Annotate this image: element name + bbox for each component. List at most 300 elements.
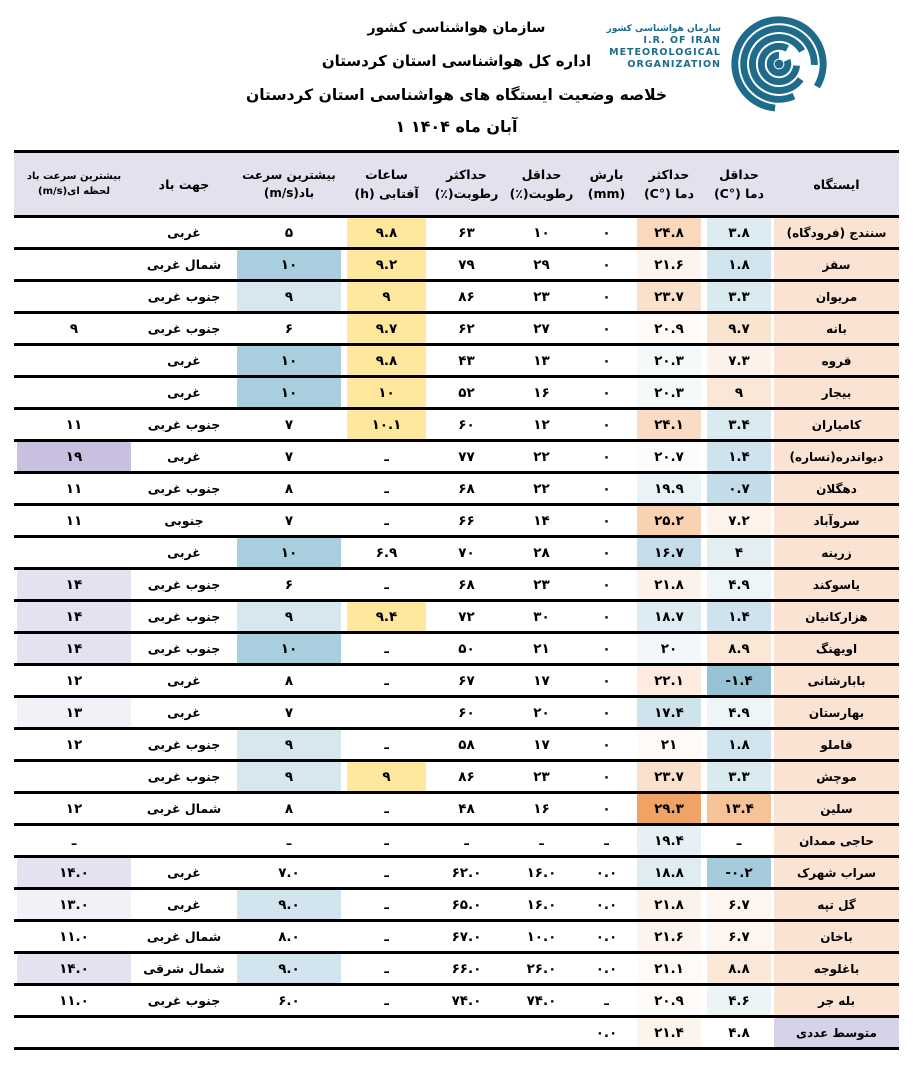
logo-en-line2: METEOROLOGICAL: [609, 47, 721, 59]
cell-tmax: ۲۱.۸: [634, 889, 704, 921]
cell-sun: ـ: [384, 736, 389, 753]
cell-rhmax: [429, 1017, 504, 1049]
cell-rhmax: ۴۸: [458, 800, 475, 817]
cell-dir: جنوبی: [164, 513, 204, 528]
cell-wind: ۸: [284, 800, 294, 817]
cell-wind: [234, 1017, 344, 1049]
cell-rhmin: ۱۶.۰: [526, 864, 557, 881]
cell-rhmax: ۶۷.۰: [451, 928, 482, 945]
cell-wind: ۷: [284, 512, 294, 529]
cell-rhmax: ۶۶: [458, 512, 475, 529]
cell-tmin: ۹.۷: [704, 313, 774, 345]
cell-tmin: ـ: [736, 832, 742, 849]
cell-precip: ۰: [602, 704, 611, 721]
spiral-logo-icon: [725, 10, 833, 118]
cell-rhmin: ۲۰: [533, 704, 550, 721]
cell-rhmax: ۶۲: [458, 320, 475, 337]
cell-rhmax: ۶۳: [458, 224, 475, 241]
cell-station: سروآباد: [774, 505, 899, 537]
logo-en-line1: I.R. OF IRAN: [643, 35, 721, 47]
cell-precip: ـ: [604, 832, 609, 849]
cell-station: بله جر: [774, 985, 899, 1017]
table-row: [14, 473, 899, 505]
cell-rhmin: ۱۷: [533, 672, 550, 689]
cell-gust: ۱۱.۰: [59, 992, 89, 1009]
cell-gust: ۱۴: [14, 633, 134, 665]
cell-gust: [14, 345, 134, 377]
cell-rhmin: ـ: [539, 832, 544, 849]
cell-precip: ـ: [604, 992, 609, 1009]
cell-tmax: ۲۱.۴: [634, 1017, 704, 1049]
cell-tmin: ۰.۷: [704, 473, 774, 505]
cell-tmin: ۴.۹: [704, 569, 774, 601]
cell-wind: ـ: [286, 832, 292, 849]
cell-precip: ۰: [602, 288, 611, 305]
cell-gust: ۱۴: [14, 569, 134, 601]
cell-tmax: ۲۴.۱: [634, 409, 704, 441]
cell-rhmin: ۷۴.۰: [526, 992, 557, 1009]
logo-en-line3: ORGANIZATION: [627, 59, 721, 70]
cell-tmin: ۱.۸: [704, 249, 774, 281]
cell-wind: ۹: [234, 601, 344, 633]
cell-tmax: ۲۱.۱: [634, 953, 704, 985]
cell-tmin: ۳.۳: [704, 281, 774, 313]
cell-sun: ـ: [384, 576, 389, 593]
cell-precip: ۰: [602, 608, 611, 625]
cell-precip: ۰: [602, 320, 611, 337]
cell-tmin: ۴.۹: [704, 697, 774, 729]
cell-dir: غربی: [167, 545, 201, 560]
cell-gust: ۱۹: [14, 441, 134, 473]
cell-dir: شمال غربی: [146, 257, 222, 272]
col-header-tmax: حداکثر دما (°C): [634, 152, 704, 217]
cell-sun: ۶.۹: [375, 544, 398, 561]
cell-wind: ۱۰: [234, 345, 344, 377]
col-header-tmin: حداقل دما (°C): [704, 152, 774, 217]
cell-wind: ۶: [284, 320, 294, 337]
cell-wind: ۶.۰: [278, 992, 300, 1009]
cell-station: یاسوکند: [774, 569, 899, 601]
table-row: [14, 249, 899, 281]
report-date: ۱ آبان ماه ۱۴۰۴: [395, 117, 518, 136]
cell-tmax: ۱۸.۷: [634, 601, 704, 633]
cell-tmin: ۷.۲: [704, 505, 774, 537]
cell-tmin: ۷.۳: [704, 345, 774, 377]
cell-precip: ۰: [602, 384, 611, 401]
cell-station: کامیاران: [774, 409, 899, 441]
cell-tmin: ۶.۷: [704, 921, 774, 953]
cell-dir: غربی: [167, 449, 201, 464]
cell-station: بابارشانی: [774, 665, 899, 697]
cell-wind: ۹.۰: [234, 889, 344, 921]
cell-tmax: ۲۰.۹: [634, 985, 704, 1017]
cell-rhmin: ۲۱: [533, 640, 550, 657]
cell-gust: ۱۴.۰: [14, 953, 134, 985]
col-header-precip: بارش (mm): [579, 152, 634, 217]
cell-rhmin: ۱۳: [533, 352, 550, 369]
cell-sun: ـ: [384, 928, 389, 945]
cell-rhmax: ۸۶: [458, 288, 475, 305]
cell-dir: غربی: [167, 225, 201, 240]
cell-gust: ۱۱: [65, 480, 83, 497]
table-row: [14, 505, 899, 537]
cell-tmax: ۱۶.۷: [634, 537, 704, 569]
cell-station: سلین: [774, 793, 899, 825]
table-row: [14, 761, 899, 793]
cell-station: سقز: [774, 249, 899, 281]
cell-wind: ۹: [234, 729, 344, 761]
cell-wind: ۹: [234, 761, 344, 793]
cell-rhmin: ۲۶.۰: [526, 960, 557, 977]
cell-rhmax: ۷۴.۰: [451, 992, 482, 1009]
cell-tmin: ۸.۸: [704, 953, 774, 985]
cell-station: گل تپه: [774, 889, 899, 921]
cell-precip: ۰.۰: [595, 1024, 618, 1041]
cell-rhmin: ۲۸: [533, 544, 550, 561]
cell-tmax: ۲۵.۲: [634, 505, 704, 537]
cell-rhmin: ۱۰.۰: [526, 928, 557, 945]
cell-tmax: ۲۰.۳: [634, 377, 704, 409]
cell-tmin: ۴: [704, 537, 774, 569]
cell-sun: ۹.۸: [344, 345, 429, 377]
col-header-wind: بیشترین سرعت باد(m/s): [234, 152, 344, 217]
cell-wind: ۵: [284, 224, 294, 241]
cell-dir: جنوب غربی: [147, 641, 221, 656]
cell-dir: [134, 825, 234, 857]
cell-gust: [14, 537, 134, 569]
cell-gust: ۱۱: [65, 512, 83, 529]
cell-dir: شمال شرقی: [143, 961, 225, 976]
cell-tmax: ۲۱.۶: [634, 921, 704, 953]
org-logo-text: [607, 24, 721, 71]
cell-station: زرینه: [774, 537, 899, 569]
cell-tmin: ۳.۸: [704, 217, 774, 249]
cell-gust: ۱۳: [14, 697, 134, 729]
cell-wind: ۷: [284, 704, 294, 721]
cell-dir: جنوب غربی: [147, 577, 221, 592]
cell-rhmax: ۶۰: [458, 416, 475, 433]
cell-rhmax: ۶۸: [458, 576, 475, 593]
org-name: سازمان هواشناسی کشور: [367, 20, 546, 36]
cell-rhmin: ۱۲: [533, 416, 550, 433]
table-row: [14, 377, 899, 409]
cell-precip: ۰.۰: [595, 960, 618, 977]
cell-station: دهگلان: [774, 473, 899, 505]
table-header-row: [14, 152, 899, 217]
cell-gust: ـ: [71, 832, 77, 849]
table-row: [14, 697, 899, 729]
cell-rhmax: ۷۷: [458, 448, 475, 465]
table-row: [14, 281, 899, 313]
cell-dir: جنوب غربی: [147, 993, 221, 1008]
cell-dir: غربی: [167, 897, 201, 912]
cell-gust: [14, 281, 134, 313]
table-row: [14, 921, 899, 953]
cell-station: باخان: [774, 921, 899, 953]
cell-gust: ۱۱: [65, 416, 83, 433]
cell-rhmax: ۶۷: [458, 672, 475, 689]
cell-tmax: ۲۱.۶: [634, 249, 704, 281]
cell-tmax: ۲۰.۳: [634, 345, 704, 377]
cell-sun: ۹.۸: [344, 217, 429, 249]
cell-station: سراب شهرک: [774, 857, 899, 889]
cell-station: موچش: [774, 761, 899, 793]
cell-gust: ۱۴.۰: [14, 857, 134, 889]
cell-gust: ۹: [69, 320, 79, 337]
cell-tmax: ۱۸.۸: [634, 857, 704, 889]
cell-tmin: ۹: [704, 377, 774, 409]
cell-rhmin: ۱۶: [533, 800, 550, 817]
cell-tmin: ۴.۶: [704, 985, 774, 1017]
cell-precip: ۰: [602, 768, 611, 785]
cell-precip: ۰.۰: [595, 864, 618, 881]
cell-sun: ـ: [384, 448, 389, 465]
table-row: [14, 345, 899, 377]
cell-station: بیجار: [774, 377, 899, 409]
table-row: [14, 1017, 899, 1049]
cell-tmin: ۱.۸: [704, 729, 774, 761]
cell-station: اویهنگ: [774, 633, 899, 665]
cell-wind: ۱۰: [234, 377, 344, 409]
cell-tmin: ۴.۸: [728, 1024, 750, 1041]
cell-wind: ۱۰: [234, 537, 344, 569]
cell-dir: جنوب غربی: [147, 321, 221, 336]
cell-station: مریوان: [774, 281, 899, 313]
cell-rhmin: ۲۳: [533, 576, 550, 593]
cell-dir: غربی: [167, 673, 201, 688]
table-row: [14, 793, 899, 825]
cell-tmax: ۲۴.۸: [634, 217, 704, 249]
cell-rhmax: ۵۲: [458, 384, 475, 401]
cell-tmin: ۱۳.۴: [704, 793, 774, 825]
cell-sun: ـ: [384, 896, 389, 913]
cell-dir: غربی: [167, 865, 201, 880]
cell-rhmax: ۶۲.۰: [451, 864, 482, 881]
cell-sun: ۹.۲: [344, 249, 429, 281]
cell-gust: ۱۲: [65, 672, 83, 689]
table-row: [14, 889, 899, 921]
cell-precip: ۰: [602, 352, 611, 369]
logo-fa-name: سازمان هواشناسی کشور: [606, 24, 721, 34]
cell-gust: [14, 761, 134, 793]
cell-tmax: ۲۱: [634, 729, 704, 761]
cell-tmax: ۲۳.۷: [634, 761, 704, 793]
cell-sun: ـ: [384, 992, 389, 1009]
cell-tmax: ۲۱.۸: [634, 569, 704, 601]
cell-sun: ۹.۷: [344, 313, 429, 345]
cell-sun: ـ: [384, 864, 389, 881]
cell-rhmin: ۱۴: [533, 512, 550, 529]
cell-rhmin: ۲۳: [533, 768, 550, 785]
col-header-gust: بیشترین سرعت باد لحظه ای(m/s): [14, 152, 134, 217]
cell-wind: ۸: [284, 480, 294, 497]
cell-rhmin: [504, 1017, 579, 1049]
cell-tmax: ۱۹.۴: [634, 825, 704, 857]
cell-sun: ۱۰.۱: [344, 409, 429, 441]
cell-precip: ۰: [602, 544, 611, 561]
cell-gust: [14, 217, 134, 249]
cell-wind: ۶: [284, 576, 294, 593]
cell-tmax: ۲۳.۷: [634, 281, 704, 313]
cell-tmin: -۰.۲: [704, 857, 774, 889]
cell-precip: ۰: [602, 512, 611, 529]
cell-wind: ۹.۰: [234, 953, 344, 985]
table-row: [14, 601, 899, 633]
cell-precip: ۰: [602, 416, 611, 433]
cell-rhmax: ۶۶.۰: [451, 960, 482, 977]
table-row: [14, 665, 899, 697]
cell-dir: جنوب غربی: [147, 769, 221, 784]
table-row: [14, 633, 899, 665]
col-header-rhmax: حداکثر رطوبت(٪): [429, 152, 504, 217]
cell-station: سنندج (فرودگاه): [774, 217, 899, 249]
cell-station: دیواندره(نساره): [774, 441, 899, 473]
cell-sun: ۹: [344, 281, 429, 313]
cell-precip: ۰: [602, 800, 611, 817]
cell-gust: ۱۴: [14, 601, 134, 633]
cell-station: بانه: [774, 313, 899, 345]
cell-rhmax: ۵۸: [458, 736, 475, 753]
cell-gust: ۱۱.۰: [59, 928, 89, 945]
cell-tmax: ۱۹.۹: [634, 473, 704, 505]
cell-wind: ۸: [284, 672, 294, 689]
cell-rhmin: ۲۳: [533, 288, 550, 305]
cell-tmin: ۳.۳: [704, 761, 774, 793]
cell-gust: [14, 249, 134, 281]
cell-precip: ۰: [602, 736, 611, 753]
table-row: [14, 729, 899, 761]
cell-rhmax: ۴۳: [458, 352, 475, 369]
cell-dir: جنوب غربی: [147, 737, 221, 752]
table-row: [14, 409, 899, 441]
cell-dir: جنوب غربی: [147, 609, 221, 624]
cell-station: بهارستان: [774, 697, 899, 729]
cell-dir: [134, 1017, 234, 1049]
weather-stations-table: [14, 150, 899, 1050]
cell-rhmax: ۸۶: [458, 768, 475, 785]
cell-sun: [344, 697, 429, 729]
org-logo: [607, 10, 833, 118]
cell-wind: ۷: [284, 416, 294, 433]
cell-sun: [344, 1017, 429, 1049]
cell-rhmin: ۲۲: [533, 480, 550, 497]
cell-sun: ـ: [384, 480, 389, 497]
cell-tmin: -۱.۴: [704, 665, 774, 697]
cell-precip: ۰: [602, 224, 611, 241]
cell-tmax: ۲۰.۹: [634, 313, 704, 345]
cell-sun: ـ: [384, 800, 389, 817]
cell-tmin: ۳.۴: [704, 409, 774, 441]
cell-tmin: ۱.۴: [704, 441, 774, 473]
cell-dir: جنوب غربی: [147, 289, 221, 304]
cell-station: هزارکانیان: [774, 601, 899, 633]
cell-rhmin: ۳۰: [533, 608, 550, 625]
cell-wind: ۱۰: [234, 633, 344, 665]
table-row: [14, 953, 899, 985]
cell-rhmax: ۷۰: [458, 544, 475, 561]
cell-tmax: ۱۷.۴: [634, 697, 704, 729]
col-header-sun: ساعات آفتابی (h): [344, 152, 429, 217]
cell-gust: [14, 1017, 134, 1049]
cell-rhmin: ۲۹: [533, 256, 550, 273]
cell-precip: ۰: [602, 256, 611, 273]
cell-tmin: ۶.۷: [704, 889, 774, 921]
cell-gust: ۱۲: [65, 800, 83, 817]
cell-gust: [14, 377, 134, 409]
cell-station: قاملو: [774, 729, 899, 761]
cell-tmin: ۸.۹: [704, 633, 774, 665]
cell-gust: ۱۳.۰: [14, 889, 134, 921]
cell-wind: ۱۰: [234, 249, 344, 281]
cell-wind: ۸.۰: [278, 928, 300, 945]
cell-rhmin: ۱۶.۰: [526, 896, 557, 913]
cell-precip: ۰.۰: [595, 896, 618, 913]
cell-station: قروه: [774, 345, 899, 377]
cell-rhmin: ۱۰: [533, 224, 550, 241]
cell-precip: ۰: [602, 672, 611, 689]
cell-dir: شمال غربی: [146, 801, 222, 816]
cell-dir: شمال غربی: [146, 929, 222, 944]
cell-sun: ۹: [344, 761, 429, 793]
cell-wind: ۹: [234, 281, 344, 313]
cell-sun: ـ: [384, 960, 389, 977]
table-row: [14, 537, 899, 569]
col-header-dir: جهت باد: [134, 152, 234, 217]
cell-rhmax: ۷۹: [458, 256, 475, 273]
cell-precip: ۰: [602, 640, 611, 657]
cell-wind: ۷: [284, 448, 294, 465]
cell-gust: ۱۲: [65, 736, 83, 753]
cell-sun: ـ: [384, 672, 389, 689]
cell-rhmax: ۶۵.۰: [451, 896, 482, 913]
cell-rhmin: ۲۷: [533, 320, 550, 337]
cell-sun: ـ: [384, 832, 389, 849]
cell-tmin: ۱.۴: [704, 601, 774, 633]
cell-rhmax: ۶۸: [458, 480, 475, 497]
cell-sun: ۱۰: [344, 377, 429, 409]
cell-rhmin: ۱۶: [533, 384, 550, 401]
cell-station: حاجی ممدان: [774, 825, 899, 857]
col-header-rhmin: حداقل رطوبت(٪): [504, 152, 579, 217]
cell-precip: ۰: [602, 576, 611, 593]
cell-rhmax: ۷۲: [458, 608, 475, 625]
cell-tmax: ۲۹.۳: [634, 793, 704, 825]
cell-rhmax: ۶۰: [458, 704, 475, 721]
cell-dir: جنوب غربی: [147, 481, 221, 496]
table-row: [14, 441, 899, 473]
cell-precip: ۰: [602, 448, 611, 465]
cell-sun: ـ: [384, 512, 389, 529]
table-row: [14, 825, 899, 857]
cell-precip: ۰.۰: [595, 928, 618, 945]
table-row: [14, 313, 899, 345]
cell-dir: غربی: [167, 705, 201, 720]
cell-wind: ۷.۰: [278, 864, 300, 881]
cell-sun: ـ: [384, 640, 389, 657]
table-row: [14, 857, 899, 889]
cell-tmax: ۲۰.۷: [634, 441, 704, 473]
table-row: [14, 569, 899, 601]
cell-tmax: ۲۰: [634, 633, 704, 665]
cell-rhmax: ۵۰: [458, 640, 475, 657]
cell-tmax: ۲۲.۱: [634, 665, 704, 697]
cell-precip: ۰: [602, 480, 611, 497]
col-header-station: ایستگاه: [774, 152, 899, 217]
table-row: [14, 985, 899, 1017]
cell-rhmin: ۲۲: [533, 448, 550, 465]
table-row: [14, 217, 899, 249]
cell-sun: ۹.۴: [344, 601, 429, 633]
